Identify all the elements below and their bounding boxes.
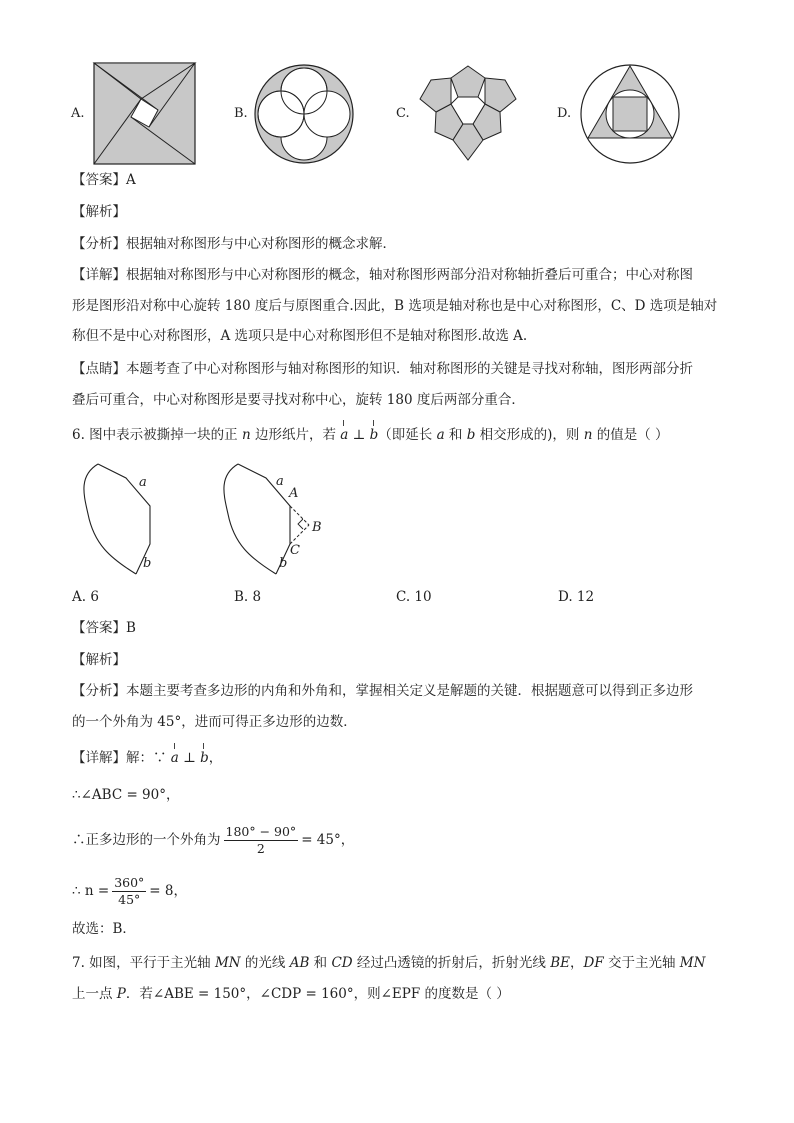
answer-tag: 【答案】 [72, 620, 126, 636]
answer-value: B [126, 620, 136, 636]
stem-text: 经过凸透镜的折射后，折射光线 [352, 955, 551, 971]
step2-pre: ∴正多边形的一个外角为 [72, 832, 221, 848]
answer-value: A [126, 172, 136, 188]
fenxi-tag: 【分析】 [72, 236, 126, 252]
q7-stem-line-1 [72, 953, 705, 973]
q6-fenxi-line-2: 的一个外角为 45°，进而可得正多边形的边数． [72, 714, 357, 730]
fenxi-text: 根据轴对称图形与中心对称图形的概念求解． [126, 236, 396, 252]
q5-option-a-label: A. [71, 106, 85, 121]
xiangjie-pre: 解：∵ [126, 750, 171, 766]
q6-figure-extended [212, 462, 322, 577]
stem-var-n: n [583, 427, 593, 443]
q6-option-a: A. 6 [72, 589, 99, 605]
stem-text: 的值是（ ） [592, 427, 669, 443]
fig1-label-b: b [143, 556, 152, 571]
q6-xiangjie-line: 【详解】解：∵ a ⊥ b， [72, 750, 223, 766]
var-MN: MN [214, 955, 241, 971]
q6-step-2 [72, 824, 354, 857]
stem-text: ， [570, 955, 584, 971]
stem-text: 的光线 [240, 955, 290, 971]
stem-text: 和 [444, 427, 467, 443]
q5-figure-b [254, 64, 354, 164]
q5-option-b-label: B. [234, 106, 248, 121]
step3-post: = 8， [149, 883, 187, 899]
stem-text: 7. 如图，平行于主光轴 [72, 955, 215, 971]
vector-a: a [340, 427, 349, 443]
var-BE: BE [550, 955, 570, 971]
step3-pre: ∴ n = [72, 883, 110, 899]
fenxi-text: 本题主要考查多边形的内角和外角和，掌握相关定义是解题的关键．根据题意可以得到正多边形 [126, 683, 693, 699]
q7-stem-line-2 [72, 984, 510, 1004]
xiangjie-tag: 【详解】 [72, 267, 126, 283]
xiangjie-tag: 【详解】 [72, 750, 126, 766]
perp-symbol: ⊥ [178, 750, 201, 766]
q6-conclusion: 故选：B． [72, 921, 136, 937]
q6-option-b: B. 8 [234, 589, 262, 605]
stem-var-a: a [436, 427, 445, 443]
fraction-denominator: 45° [118, 892, 141, 907]
vector-b: b [200, 750, 209, 766]
q6-answer-line [72, 618, 136, 638]
stem-text: 边形纸片，若 [250, 427, 341, 443]
var-AB: AB [289, 955, 310, 971]
var-CD: CD [331, 955, 353, 971]
q5-figure-d [579, 63, 681, 165]
stem-text: 相交形成的)，则 [475, 427, 584, 443]
step2-post: = 45°， [301, 832, 355, 848]
stem-text: （即延长 [378, 427, 437, 443]
q5-analysis-title: 【解析】 [72, 204, 126, 220]
q6-stem [72, 425, 669, 445]
q5-figure-a [93, 62, 197, 166]
stem-text: 上一点 [72, 986, 117, 1002]
fig2-label-a: a [276, 474, 284, 489]
q5-figure-c [417, 64, 519, 162]
q5-dianjing-line-2: 叠后可重合，中心对称图形是要寻找对称中心，旋转 180 度后两部分重合． [72, 392, 525, 408]
fig2-label-b: b [279, 556, 288, 571]
q6-step-1: ∴∠ABC = 90°， [72, 787, 180, 803]
fenxi-tag: 【分析】 [72, 683, 126, 699]
q6-option-c: C. 10 [396, 589, 432, 605]
q5-xiangjie-line-2: 形是图形沿对称中心旋转 180 度后与原图重合.因此，B 选项是轴对称也是中心对称图形，C、D 选项是轴对 [72, 298, 718, 314]
stem-text: 交于主光轴 [603, 955, 680, 971]
fig1-label-a: a [139, 475, 147, 490]
perp-symbol: ⊥ [348, 427, 370, 443]
step2-fraction [224, 824, 299, 857]
fig2-label-B: B [312, 520, 322, 535]
xiangjie-text: 根据轴对称图形与中心对称图形的概念，轴对称图形两部分沿对称轴折叠后可重合；中心对称图 [126, 267, 693, 283]
step3-fraction [112, 875, 146, 908]
vector-a: a [170, 750, 179, 766]
stem-var-n: n [241, 427, 251, 443]
q6-option-d: D. 12 [558, 589, 595, 605]
q5-option-d-label: D. [557, 106, 572, 121]
vector-b: b [369, 427, 379, 443]
stem-var-b: b [466, 427, 476, 443]
stem-text: 和 [309, 955, 332, 971]
q6-analysis-title: 【解析】 [72, 652, 126, 668]
answer-tag: 【答案】 [72, 172, 126, 188]
fraction-numerator: 360° [114, 875, 145, 890]
fraction-denominator: 2 [256, 841, 265, 856]
var-MN: MN [679, 955, 706, 971]
stem-text: 6. 图中表示被撕掉一块的正 [72, 427, 242, 443]
q5-fenxi-line [72, 234, 396, 254]
fig2-label-A: A [289, 486, 299, 501]
q5-answer-line [72, 170, 136, 190]
var-DF: DF [583, 955, 604, 971]
dianjing-tag: 【点睛】 [72, 361, 126, 377]
q5-xiangjie-line-3: 称但不是中心对称图形，A 选项只是中心对称图形但不是轴对称图形.故选 A. [72, 328, 528, 344]
q6-step-3 [72, 875, 187, 908]
fraction-numerator: 180° − 90° [225, 824, 297, 839]
q5-option-c-label: C. [396, 106, 410, 121]
q6-fenxi-line-1 [72, 681, 693, 701]
q5-xiangjie-line-1 [72, 265, 693, 285]
q5-dianjing-line-1 [72, 359, 693, 379]
fig2-label-C: C [290, 543, 300, 558]
stem-text: ．若∠ABE = 150°，∠CDP = 160°，则∠EPF 的度数是（ ） [125, 986, 510, 1002]
dianjing-text: 本题考查了中心对称图形与轴对称图形的知识．轴对称图形的关键是寻找对称轴，图形两部分折 [126, 361, 693, 377]
var-P: P [116, 986, 126, 1002]
